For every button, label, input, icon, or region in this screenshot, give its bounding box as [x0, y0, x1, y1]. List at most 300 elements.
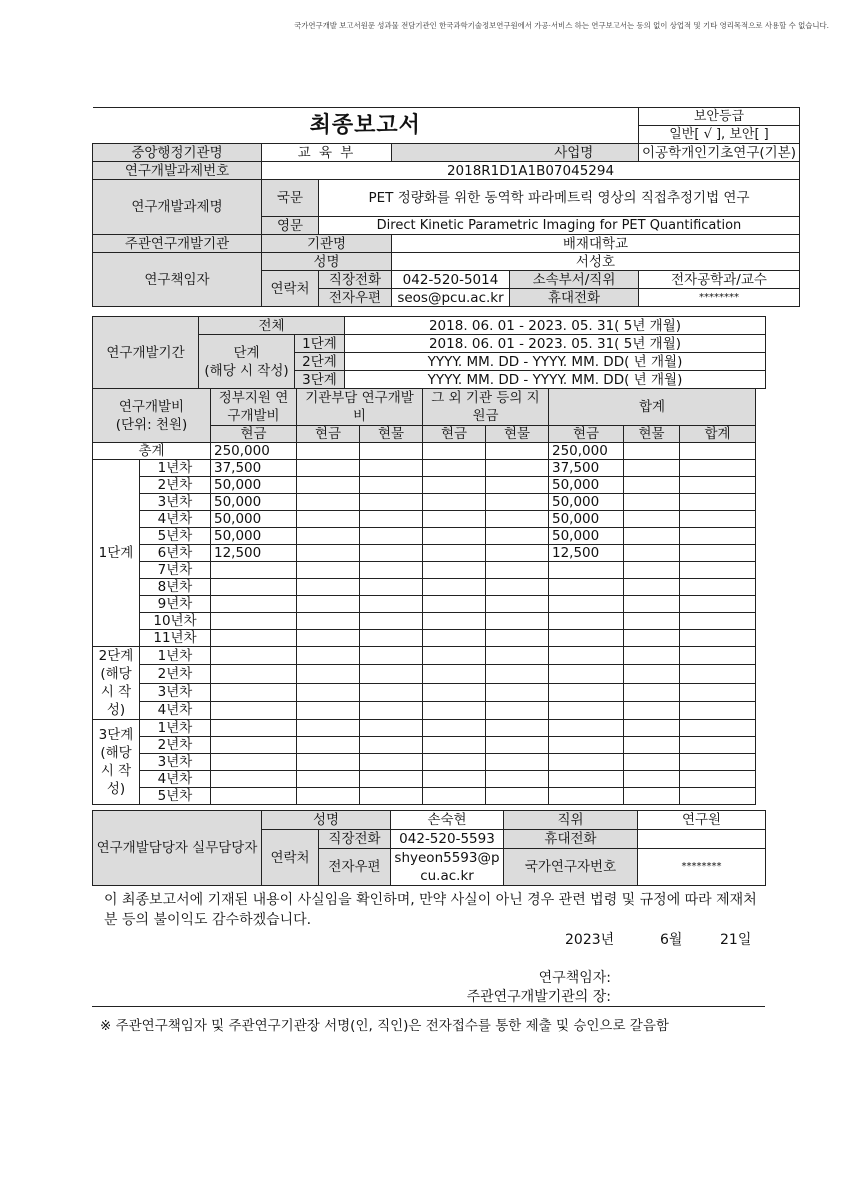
budget-cell	[624, 511, 680, 528]
budget-cell	[624, 579, 680, 596]
budget-gov-cash: 50,000	[211, 494, 297, 511]
program-value: 이공학개인기초연구(기본)	[639, 144, 800, 162]
budget-year-row	[93, 545, 756, 562]
budget-stage-note: (해당시 작성)	[100, 745, 132, 797]
budget-year-label: 4년차	[140, 701, 211, 719]
budget-cell	[486, 477, 549, 494]
budget-total-sum-cash: 250,000	[549, 443, 624, 460]
budget-cell	[624, 596, 680, 613]
budget-cell	[486, 754, 549, 771]
manager-email-label: 전자우편	[319, 849, 391, 886]
budget-year-row	[93, 737, 756, 754]
budget-cell	[360, 545, 423, 562]
budget-cell	[360, 630, 423, 647]
budget-sum-cash: 37,500	[549, 460, 624, 477]
budget-cell	[680, 754, 756, 771]
period-total-label: 전체	[199, 317, 345, 335]
budget-cell	[680, 647, 756, 665]
budget-cell	[211, 701, 297, 719]
budget-cell	[486, 701, 549, 719]
manager-name-label: 성명	[262, 811, 391, 830]
budget-cell	[423, 596, 486, 613]
budget-cell	[297, 545, 360, 562]
budget-cell	[360, 647, 423, 665]
period-stage2-label: 2단계	[295, 353, 345, 371]
budget-cell	[423, 562, 486, 579]
budget-cell	[360, 613, 423, 630]
budget-stage-label	[93, 647, 140, 720]
pi-dept: 전자공학과/교수	[639, 271, 800, 289]
period-total: 2018. 06. 01 - 2023. 05. 31( 5년 개월)	[345, 317, 766, 335]
budget-cell	[423, 771, 486, 788]
gov-cash-header: 현금	[211, 426, 297, 443]
budget-cell	[360, 511, 423, 528]
budget-cell	[211, 754, 297, 771]
budget-gov-cash	[211, 613, 297, 630]
budget-gov-cash: 50,000	[211, 477, 297, 494]
date-year: 2023년	[565, 932, 615, 948]
budget-cell	[486, 443, 549, 460]
budget-year-row	[93, 477, 756, 494]
budget-cell	[211, 771, 297, 788]
budget-cell	[486, 528, 549, 545]
project-no-value: 2018R1D1A1B07045294	[262, 162, 800, 180]
budget-cell	[486, 562, 549, 579]
budget-cell	[423, 630, 486, 647]
budget-cell	[423, 754, 486, 771]
period-stage-title: 단계	[233, 344, 260, 361]
budget-cell	[360, 528, 423, 545]
sum-header: 합계	[549, 389, 756, 426]
pi-email: seos@pcu.ac.kr	[392, 289, 510, 307]
budget-cell	[624, 701, 680, 719]
budget-cell	[423, 613, 486, 630]
korean-label: 국문	[262, 180, 319, 217]
institution-label: 주관연구개발기관	[93, 235, 262, 253]
manager-name: 손숙현	[391, 811, 504, 830]
budget-gov-cash: 50,000	[211, 528, 297, 545]
budget-total-label: 총계	[93, 443, 211, 460]
budget-stage-title: 3단계	[98, 727, 134, 743]
budget-gov-cash: 37,500	[211, 460, 297, 477]
budget-cell	[360, 477, 423, 494]
budget-cell	[360, 720, 423, 737]
researcher-no-label: 국가연구자번호	[504, 849, 638, 886]
budget-cell	[423, 737, 486, 754]
budget-year-label: 1년차	[140, 647, 211, 665]
manager-mobile	[638, 830, 766, 849]
sum-total-header: 합계	[680, 426, 756, 443]
budget-sum-cash: 50,000	[549, 511, 624, 528]
budget-year-row	[93, 596, 756, 613]
budget-year-label: 2년차	[140, 477, 211, 494]
budget-cell	[624, 788, 680, 805]
pi-email-label: 전자우편	[319, 289, 392, 307]
budget-cell	[680, 701, 756, 719]
budget-cell	[297, 737, 360, 754]
budget-cell	[211, 720, 297, 737]
english-label: 영문	[262, 217, 319, 235]
budget-year-label: 9년차	[140, 596, 211, 613]
budget-cell	[680, 562, 756, 579]
period-label: 연구개발기간	[93, 317, 199, 389]
date-month: 6월	[660, 932, 683, 948]
budget-cell	[680, 545, 756, 562]
period-stage3-label: 3단계	[295, 371, 345, 389]
agency-value: 교 육 부	[262, 144, 392, 162]
pi-mobile: ********	[639, 289, 800, 307]
budget-total-gov-cash: 250,000	[211, 443, 297, 460]
pi-mobile-label: 휴대전화	[510, 289, 639, 307]
budget-cell	[486, 737, 549, 754]
budget-cell	[423, 443, 486, 460]
budget-cell	[423, 665, 486, 683]
budget-year-row	[93, 630, 756, 647]
budget-cell	[680, 596, 756, 613]
budget-cell	[360, 579, 423, 596]
period-table	[92, 316, 766, 389]
budget-year-label: 6년차	[140, 545, 211, 562]
copyright-notice: 국가연구개발 보고서원문 성과물 전담기관인 한국과학기술정보연구원에서 가공·서비스 하는 연구보고서는 동의 없이 상업적 및 기타 영리목적으로 사용할 수 없습니다.	[294, 21, 829, 30]
budget-sum-cash: 12,500	[549, 545, 624, 562]
pi-dept-label: 소속부서/직위	[510, 271, 639, 289]
budget-sum-cash	[549, 579, 624, 596]
budget-cell	[360, 494, 423, 511]
budget-cell	[680, 443, 756, 460]
budget-cell	[297, 528, 360, 545]
budget-cell	[549, 771, 624, 788]
budget-cell	[680, 477, 756, 494]
budget-cell	[624, 494, 680, 511]
budget-cell	[680, 613, 756, 630]
budget-cell	[624, 665, 680, 683]
budget-cell	[680, 494, 756, 511]
budget-cell	[624, 528, 680, 545]
budget-year-row	[93, 788, 756, 805]
manager-mobile-label: 휴대전화	[504, 830, 638, 849]
budget-year-row	[93, 562, 756, 579]
budget-cell	[423, 494, 486, 511]
pi-name: 서성호	[392, 253, 800, 271]
budget-cell	[297, 460, 360, 477]
gov-header: 정부지원 연구개발비	[211, 389, 297, 426]
inst-cash-header: 현금	[297, 426, 360, 443]
budget-year-row	[93, 528, 756, 545]
budget-cell	[549, 737, 624, 754]
period-stage2: YYYY. MM. DD - YYYY. MM. DD( 년 개월)	[345, 353, 766, 371]
period-stage3: YYYY. MM. DD - YYYY. MM. DD( 년 개월)	[345, 371, 766, 389]
budget-year-label: 10년차	[140, 613, 211, 630]
budget-cell	[680, 720, 756, 737]
budget-cell	[486, 494, 549, 511]
budget-cell	[624, 545, 680, 562]
security-label: 보안등급	[639, 108, 800, 126]
budget-cell	[486, 545, 549, 562]
budget-year-label: 1년차	[140, 460, 211, 477]
budget-cell	[486, 579, 549, 596]
budget-year-label: 4년차	[140, 511, 211, 528]
budget-sum-cash: 50,000	[549, 528, 624, 545]
budget-cell	[549, 647, 624, 665]
budget-year-row	[93, 613, 756, 630]
budget-cell	[680, 665, 756, 683]
budget-gov-cash	[211, 579, 297, 596]
budget-gov-cash	[211, 596, 297, 613]
budget-cell	[297, 596, 360, 613]
budget-cell	[624, 460, 680, 477]
budget-cell	[549, 720, 624, 737]
budget-year-row	[93, 754, 756, 771]
project-no-label: 연구개발과제번호	[93, 162, 262, 180]
budget-cell	[360, 737, 423, 754]
signature-pi: 연구책임자:	[538, 970, 611, 986]
budget-gov-cash: 12,500	[211, 545, 297, 562]
budget-cell	[360, 788, 423, 805]
budget-cell	[211, 665, 297, 683]
budget-cell	[423, 528, 486, 545]
budget-cell	[624, 630, 680, 647]
budget-year-label: 5년차	[140, 788, 211, 805]
budget-cell	[423, 720, 486, 737]
budget-cell	[680, 737, 756, 754]
budget-sum-cash	[549, 562, 624, 579]
budget-cell	[297, 630, 360, 647]
budget-stage-note: (해당시 작성)	[100, 666, 132, 718]
budget-cell	[624, 613, 680, 630]
budget-year-row	[93, 720, 756, 737]
budget-cell	[297, 562, 360, 579]
budget-cell	[549, 683, 624, 701]
institution-name-label: 기관명	[262, 235, 392, 253]
budget-cell	[423, 701, 486, 719]
budget-unit: (단위: 천원)	[115, 416, 188, 433]
budget-cell	[297, 647, 360, 665]
period-stage-note: (해당 시 작성)	[204, 362, 289, 379]
budget-cell	[423, 579, 486, 596]
english-title: Direct Kinetic Parametric Imaging for PET Quantification	[319, 217, 800, 235]
security-value: 일반[ √ ], 보안[ ]	[639, 126, 800, 144]
budget-cell	[624, 720, 680, 737]
budget-cell	[211, 683, 297, 701]
budget-year-label: 7년차	[140, 562, 211, 579]
budget-cell	[624, 737, 680, 754]
budget-cell	[297, 788, 360, 805]
budget-table	[92, 388, 756, 805]
budget-year-label: 3년차	[140, 683, 211, 701]
budget-year-label: 4년차	[140, 771, 211, 788]
budget-cell	[211, 647, 297, 665]
other-header: 그 외 기관 등의 지원금	[423, 389, 549, 426]
period-stage1-label: 1단계	[295, 335, 345, 353]
budget-cell	[624, 683, 680, 701]
budget-cell	[423, 511, 486, 528]
program-label: 사업명	[510, 144, 639, 162]
budget-year-label: 5년차	[140, 528, 211, 545]
budget-cell	[624, 647, 680, 665]
budget-cell	[680, 771, 756, 788]
budget-year-label: 1년차	[140, 720, 211, 737]
manager-label: 연구개발담당자 실무담당자	[93, 811, 262, 886]
budget-cell	[486, 720, 549, 737]
budget-year-label: 3년차	[140, 494, 211, 511]
project-title-label: 연구개발과제명	[93, 180, 262, 235]
budget-cell	[680, 579, 756, 596]
manager-phone: 042-520-5593	[391, 830, 504, 849]
budget-cell	[297, 477, 360, 494]
budget-cell	[680, 630, 756, 647]
pi-label: 연구책임자	[93, 253, 262, 307]
budget-label: 연구개발비	[118, 398, 185, 415]
budget-cell	[423, 647, 486, 665]
other-cash-header: 현금	[423, 426, 486, 443]
budget-cell	[486, 788, 549, 805]
budget-cell	[423, 683, 486, 701]
empty-cell	[392, 144, 510, 162]
budget-year-label: 2년차	[140, 665, 211, 683]
budget-stage-label	[93, 720, 140, 805]
budget-cell	[680, 528, 756, 545]
budget-cell	[211, 737, 297, 754]
budget-cell	[297, 683, 360, 701]
budget-cell	[360, 771, 423, 788]
budget-year-row	[93, 647, 756, 665]
budget-cell	[486, 460, 549, 477]
budget-cell	[360, 562, 423, 579]
budget-cell	[297, 720, 360, 737]
budget-cell	[549, 754, 624, 771]
budget-cell	[624, 771, 680, 788]
budget-cell	[624, 443, 680, 460]
budget-cell	[360, 443, 423, 460]
budget-cell	[624, 477, 680, 494]
budget-cell	[549, 788, 624, 805]
period-stage1: 2018. 06. 01 - 2023. 05. 31( 5년 개월)	[345, 335, 766, 353]
budget-sum-cash	[549, 630, 624, 647]
budget-cell	[423, 545, 486, 562]
budget-stage-label	[93, 460, 140, 647]
signature-head: 주관연구개발기관의 장:	[466, 989, 611, 1005]
budget-stage-title: 2단계	[98, 648, 134, 664]
budget-cell	[297, 579, 360, 596]
other-inkind-header: 현물	[486, 426, 549, 443]
budget-cell	[680, 460, 756, 477]
budget-year-row	[93, 683, 756, 701]
budget-cell	[360, 683, 423, 701]
budget-cell	[297, 494, 360, 511]
budget-cell	[486, 683, 549, 701]
manager-contact-label: 연락처	[262, 830, 319, 886]
budget-cell	[297, 443, 360, 460]
budget-cell	[297, 665, 360, 683]
footnote: ※ 주관연구책임자 및 주관연구기관장 서명(인, 직인)은 전자접수를 통한 제출 및 승인으로 갈음함	[100, 1018, 669, 1034]
budget-year-row	[93, 771, 756, 788]
divider	[92, 1006, 765, 1007]
budget-cell	[624, 754, 680, 771]
pi-phone-label: 직장전화	[319, 271, 392, 289]
budget-cell	[360, 665, 423, 683]
korean-title: PET 정량화를 위한 동역학 파라메트릭 영상의 직접추정기법 연구	[319, 180, 800, 217]
budget-year-label: 8년차	[140, 579, 211, 596]
budget-year-label: 11년차	[140, 630, 211, 647]
inst-inkind-header: 현물	[360, 426, 423, 443]
budget-gov-cash	[211, 630, 297, 647]
manager-phone-label: 직장전화	[319, 830, 391, 849]
budget-cell	[297, 511, 360, 528]
pledge-text: 이 최종보고서에 기재된 내용이 사실임을 확인하며, 만약 사실이 아닌 경우 관련 법령 및 규정에 따라 제재처분 등의 불이익도 감수하겠습니다.	[104, 892, 757, 928]
budget-sum-cash	[549, 613, 624, 630]
budget-sum-cash: 50,000	[549, 477, 624, 494]
budget-gov-cash	[211, 562, 297, 579]
budget-cell	[549, 665, 624, 683]
budget-year-label: 2년차	[140, 737, 211, 754]
budget-cell	[297, 754, 360, 771]
budget-cell	[680, 788, 756, 805]
researcher-no: ********	[638, 849, 766, 886]
budget-cell	[486, 511, 549, 528]
budget-year-row	[93, 511, 756, 528]
date-day: 21일	[720, 932, 752, 948]
budget-cell	[297, 701, 360, 719]
budget-cell	[360, 754, 423, 771]
pi-name-label: 성명	[262, 253, 392, 271]
budget-cell	[486, 613, 549, 630]
budget-sum-cash: 50,000	[549, 494, 624, 511]
budget-cell	[486, 647, 549, 665]
pi-contact-label: 연락처	[262, 271, 319, 307]
budget-sum-cash	[549, 596, 624, 613]
manager-email: shyeon5593@pcu.ac.kr	[391, 849, 504, 886]
manager-table	[92, 810, 766, 886]
budget-label-cell	[93, 389, 211, 443]
budget-cell	[486, 771, 549, 788]
budget-cell	[624, 562, 680, 579]
budget-year-row	[93, 701, 756, 719]
inst-header: 기관부담 연구개발비	[297, 389, 423, 426]
budget-year-row	[93, 494, 756, 511]
budget-cell	[360, 596, 423, 613]
budget-cell	[680, 511, 756, 528]
budget-cell	[211, 788, 297, 805]
budget-year-row	[93, 665, 756, 683]
budget-gov-cash: 50,000	[211, 511, 297, 528]
budget-year-label: 3년차	[140, 754, 211, 771]
agency-label: 중앙행정기관명	[93, 144, 262, 162]
budget-cell	[486, 630, 549, 647]
sum-cash-header: 현금	[549, 426, 624, 443]
budget-stage-title: 1단계	[98, 545, 134, 561]
budget-year-row	[93, 460, 756, 477]
institution-name: 배재대학교	[392, 235, 800, 253]
manager-position-label: 직위	[504, 811, 638, 830]
budget-year-row	[93, 579, 756, 596]
project-info-table	[92, 107, 800, 307]
budget-cell	[297, 613, 360, 630]
budget-cell	[680, 683, 756, 701]
pi-phone: 042-520-5014	[392, 271, 510, 289]
budget-cell	[486, 596, 549, 613]
sum-inkind-header: 현물	[624, 426, 680, 443]
budget-cell	[360, 701, 423, 719]
manager-position: 연구원	[638, 811, 766, 830]
budget-cell	[297, 771, 360, 788]
budget-cell	[423, 460, 486, 477]
budget-cell	[360, 460, 423, 477]
budget-cell	[549, 701, 624, 719]
period-stage-label	[199, 335, 295, 389]
budget-cell	[423, 477, 486, 494]
budget-cell	[486, 665, 549, 683]
budget-cell	[423, 788, 486, 805]
